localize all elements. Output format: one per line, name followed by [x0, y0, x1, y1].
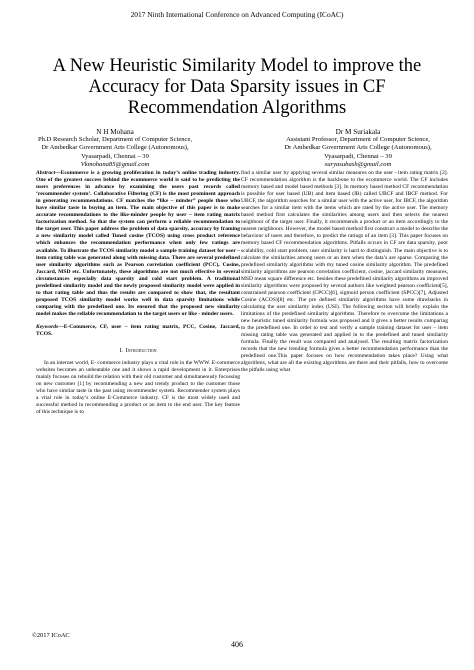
abstract-label: Abstract—	[36, 170, 61, 176]
section-number: I.	[119, 348, 123, 355]
author-email: Vkmohana85@gmail.com	[80, 160, 150, 168]
author-name: Dr M Suriakala	[335, 128, 381, 136]
right-column	[241, 170, 448, 374]
keywords-text: E-Commerce, CF, user – item rating matrix, PCC, Cosine, Jaccard, TCOS.	[36, 323, 240, 338]
author-email: suryasubash@gmail.com	[324, 160, 392, 168]
author-affiliation: Dr Ambedkar Government Arts College (Autonomous),	[284, 144, 432, 152]
intro-paragraph: In an internet world, E- commerce industry plays a vital role in the WWW. E-commerce websites becomes an unbeatable one and it shows a rapid development in it. Enterprises mainly focuses on rebuild the relation with their old customer and simultaneously focussing on new customer [1] by recommending a new and trendy product to the customer those who have similar taste in the past using recommender system. Recommender system plays a vital role in today’s online E-Commerce industry. CF is the most widely used and successful method in recommending a product or an item to the end user. The key feature of this technique is to	[36, 360, 240, 416]
left-column	[36, 170, 240, 417]
author-affiliation: Vyasarpadi, Chennai – 39	[81, 152, 149, 160]
copyright: ©2017 ICoAC	[32, 632, 70, 639]
keywords	[36, 324, 240, 338]
abstract-text: Ecommerce is a growing proliferation in today’s online trading industry. One of the greatest success behind the ecommerce world is said to be predicting the users preferences in advance by examining the users past records called ‘recommender system’. Collaborative Filtering (CF) is the most prominent approach in generating recommendations. CF matches the “like – minder” people those who have similar taste in buying an item. The main objective of this paper is to make accurate recommendations to the like-minder people by user – item rating matrix factorization method. So that the system can perform a reliable recommendation to the target user. This paper address the problem of data sparsity, accuracy by framing a new similarity model called Tuned cosine (TCOS) using cross product reference which enhances the recommendation performance when only few ratings are available. To illustrate the TCOS similarity model a sample training dataset for user – item rating table was generated along with missing data. There are several predefined user similarity algorithms such as Pearson correlation coefficient (PCC), Cosine, Jaccard, MSD etc. Unfortunately, these algorithms are not much effective in several circumstances especially data sparsity and cold start problem. A traditional predefined similarity model and the newly proposed similarity model were applied in to that rating table and thus the results are compared to show that, the resultant proposed TCOS similarity model works well in data sparsity limitations while comparing with the predefined one. Its ensured that the proposed new similarity model makes the reliable recommendation to the target users or like - minder users.	[36, 170, 240, 317]
author-affiliation: Assistant Professor, Department of Computer Science,	[286, 136, 430, 144]
author-name: N H Mohana	[96, 128, 134, 136]
page-number: 406	[231, 640, 243, 649]
abstract	[36, 170, 240, 318]
author-affiliation: Dr Ambedkar Government Arts College (Autonomous),	[41, 144, 189, 152]
author-affiliation: Ph.D Research Scholar, Department of Computer Science,	[37, 136, 193, 144]
keywords-label: Keywords—	[36, 323, 64, 330]
author-block-2	[248, 128, 468, 169]
section-heading	[36, 348, 240, 355]
body-paragraph: find a similar user by applying several similar measures on the user - item rating matrix [2]. CF recommendation algorithm is the backbone to the ecommerce world. The CF includes memory based and model based methods [3]. In memory based method CF recommendation is possible for user based (UB) and item based (IB) called UBCF and IBCF method. For UBCF, the algorithm searches for a similar user with the active user, for IBCF, the algorithm searches for a similar item with the items which are rated by the active user. The memory based method first calculates the similarities among users and then selects the nearest neighbour of the target user. Finally, it recommends a product or an item accordingly to the nearest neighbours. However, the model based method first construct a model to describe the behaviour of users and therefore, to predict the ratings of an item [3]. This paper focuses on memory based CF recommendation algorithms. Pitfalls occurs in CF are data sparsity, poor scalability, cold start problem, user similarity is hard to distinguish. The main objective is to calculate the similarities among users or an item when the data’s are sparse. Comparing the predefined similarity algorithms with my tuned cosine similarity algorithm. The predefined similarity algorithms are pearson correlation coefficient, cosine, jaccard similarity measures, MSD mean square difference etc. besides these predefined similarity algorithms an improved similarity algorithms were proposed by several authors like weighted pearson coefficient[5], constrained pearson coefficient (CPCC)[6], sigmoid person coefficient (SPCC)[7], Adjusted Cosine (ACOS)[8] etc. The pre defined similarity algorithms have some drawbacks in calculating the user similarity index (USI). The following section will briefly explain the limitations of the predefined similarity algorithms. Therefore to overcome the limitations a new heuristic tuned similarity formula was proposed and it gives a better results comparing to the predefined one. In order to test and verify a sample training dataset for user – item missing rating table was generated and applied in to the predefined and tuned similarity formula. Finally the result was compared and analysed. The resulting matrix factorization records that the new trending formula gives a better recommendation performance than the predefined one.This paper focuses on how recommendation takes place? Using what algorithms, what are all the existing algorithms are there and their pitfalls, how to overcome the pitfalls using what	[241, 170, 448, 374]
title-line: Accuracy for Data Sparsity issues in CF	[88, 77, 386, 97]
author-affiliation: Vyasarpadi, Chennai – 39	[324, 152, 392, 160]
conference-header: 2017 Ninth International Conference on Advanced Computing (ICoAC)	[130, 10, 344, 19]
paper-title	[20, 56, 454, 119]
title-line: A New Heuristic Similarity Model to improve the	[52, 56, 422, 76]
author-block-1	[6, 128, 224, 169]
title-line: Recommendation Algorithms	[127, 98, 347, 118]
section-title: Introduction	[125, 348, 157, 355]
